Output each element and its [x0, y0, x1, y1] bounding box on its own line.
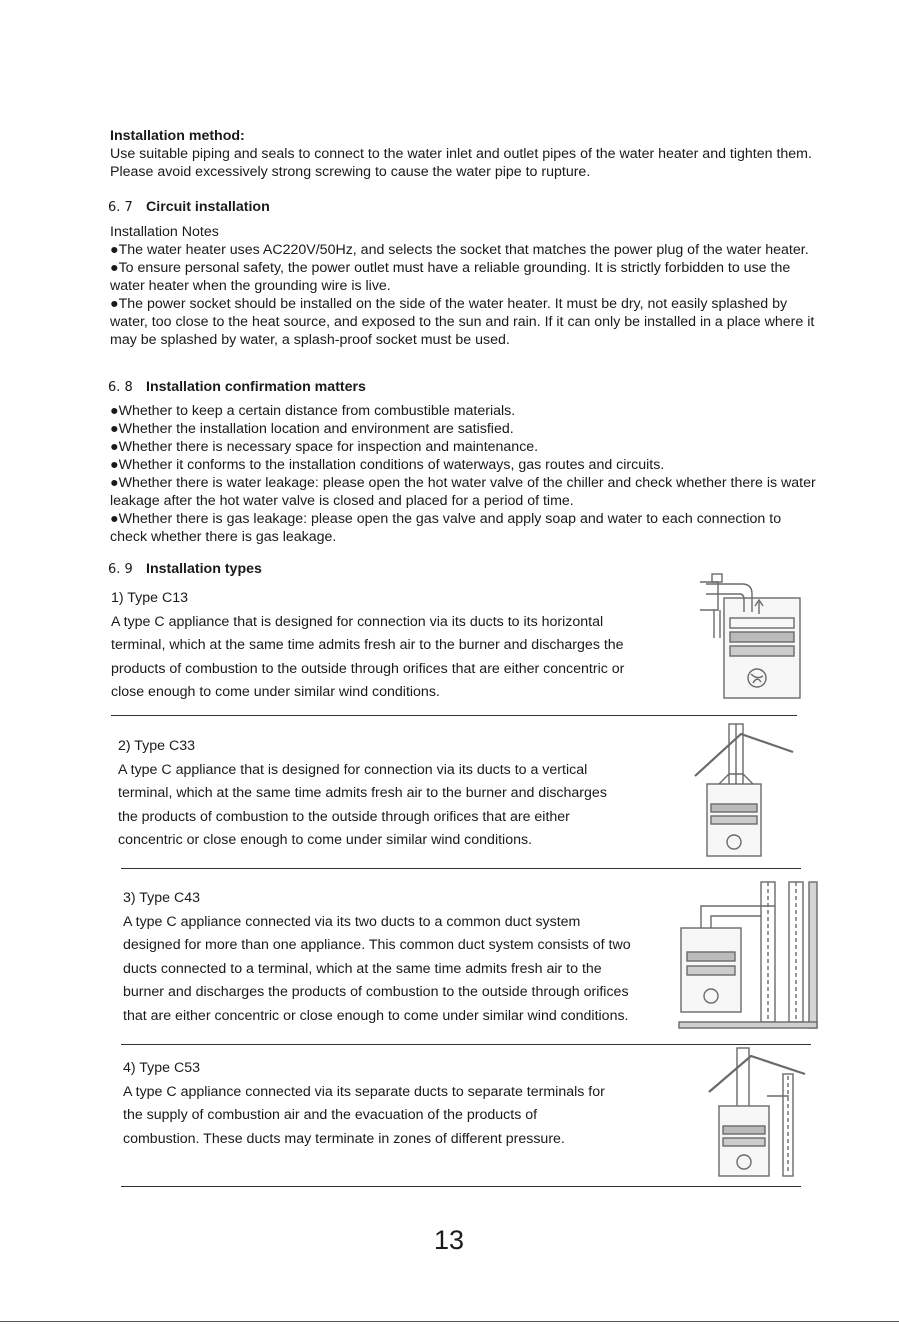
type-line: combustion. These ducts may terminate in zones of different pressure.	[123, 1130, 565, 1147]
divider	[111, 715, 797, 716]
section-heading	[108, 198, 818, 217]
list-item: ●Whether the installation location and environment are satisfied.	[110, 421, 514, 437]
section-title: Installation confirmation matters	[146, 379, 366, 395]
list-item: ●To ensure personal safety, the power outlet must have a reliable grounding. It is strictly forbidden to use the water heater when the grounding wire is live.	[110, 260, 791, 294]
list-item: ●The power socket should be installed on the side of the water heater. It must be dry, not easily splashed by water, too close to the heat source, and exposed to the sun and rain. If it can only be installed in a place where it may be splashed by water, a splash-proof socket must be used.	[110, 296, 815, 348]
installation-method-block	[110, 127, 815, 181]
type-c43-diagram	[677, 880, 819, 1030]
divider	[121, 1186, 801, 1187]
type-c53-block	[123, 1059, 683, 1151]
type-line: A type C appliance connected via its separate ducts to separate terminals for	[123, 1084, 605, 1100]
section-6-8-body	[110, 402, 817, 546]
type-c43-block	[123, 889, 683, 1028]
section-number: 6. 7	[108, 200, 133, 215]
list-item: ●The water heater uses AC220V/50Hz, and selects the socket that matches the power plug of the water heater.	[110, 242, 809, 258]
type-title: 2) Type C33	[118, 738, 196, 754]
type-line: the products of combustion to the outside through orifices that are either	[118, 808, 570, 825]
type-c13-diagram	[692, 572, 810, 700]
type-line: A type C appliance that is designed for connection via its ducts to its horizontal	[111, 614, 604, 630]
type-line: ducts connected to a terminal, which at the same time admits fresh air to the	[123, 960, 602, 977]
installation-method-heading: Installation method:	[110, 128, 245, 144]
page-number: 13	[434, 1225, 465, 1255]
installation-notes-label: Installation Notes	[110, 224, 219, 240]
type-line: products of combustion to the outside through orifices that are either concentric or	[111, 660, 625, 677]
section-number: 6. 8	[108, 380, 133, 395]
type-line: terminal, which at the same time admits fresh air to the burner and discharges the	[111, 637, 624, 654]
type-line: the supply of combustion air and the evacuation of the products of	[123, 1107, 538, 1124]
list-item: ●Whether there is water leakage: please open the hot water valve of the chiller and check whether there is water leakage after the hot water valve is closed and placed for a period of time.	[110, 475, 816, 509]
type-c13-block	[111, 589, 681, 705]
list-item: ●Whether to keep a certain distance from combustible materials.	[110, 403, 516, 419]
type-line: that are either concentric or close enough to come under similar wind conditions.	[123, 1007, 629, 1024]
type-title: 1) Type C13	[111, 590, 189, 606]
type-line: terminal, which at the same time admits fresh air to the burner and discharges	[118, 785, 607, 802]
list-item: ●Whether there is necessary space for inspection and maintenance.	[110, 439, 539, 455]
type-line: designed for more than one appliance. This common duct system consists of two	[123, 937, 631, 954]
divider	[121, 868, 801, 869]
type-c53-diagram	[707, 1046, 807, 1178]
type-title: 3) Type C43	[123, 890, 201, 906]
type-line: A type C appliance connected via its two ducts to a common duct system	[123, 914, 581, 930]
type-line: concentric or close enough to come under similar wind conditions.	[118, 832, 533, 849]
section-number: 6. 9	[108, 562, 133, 577]
type-title: 4) Type C53	[123, 1060, 201, 1076]
section-6-8	[108, 378, 818, 397]
type-line: A type C appliance that is designed for connection via its ducts to a vertical	[118, 762, 588, 778]
type-line: close enough to come under similar wind conditions.	[111, 684, 440, 701]
type-c33-block	[118, 737, 678, 853]
section-6-7	[108, 198, 818, 217]
list-item: ●Whether it conforms to the installation conditions of waterways, gas routes and circuits.	[110, 457, 665, 473]
section-heading	[108, 378, 818, 397]
section-title: Circuit installation	[146, 199, 270, 215]
installation-method-body: Use suitable piping and seals to connect to the water inlet and outlet pipes of the water heater and tighten them. Please avoid excessively strong screwing to cause the water pipe to rupture.	[110, 146, 812, 180]
divider	[121, 1044, 811, 1045]
list-item: ●Whether there is gas leakage: please open the gas valve and apply soap and water to each connection to check whether there is gas leakage.	[110, 511, 782, 545]
type-line: burner and discharges the products of combustion to the outside through orifices	[123, 984, 629, 1001]
page-bottom-rule	[0, 1321, 899, 1322]
type-c33-diagram	[693, 722, 795, 858]
section-title: Installation types	[146, 561, 262, 577]
section-6-7-body	[110, 223, 817, 349]
